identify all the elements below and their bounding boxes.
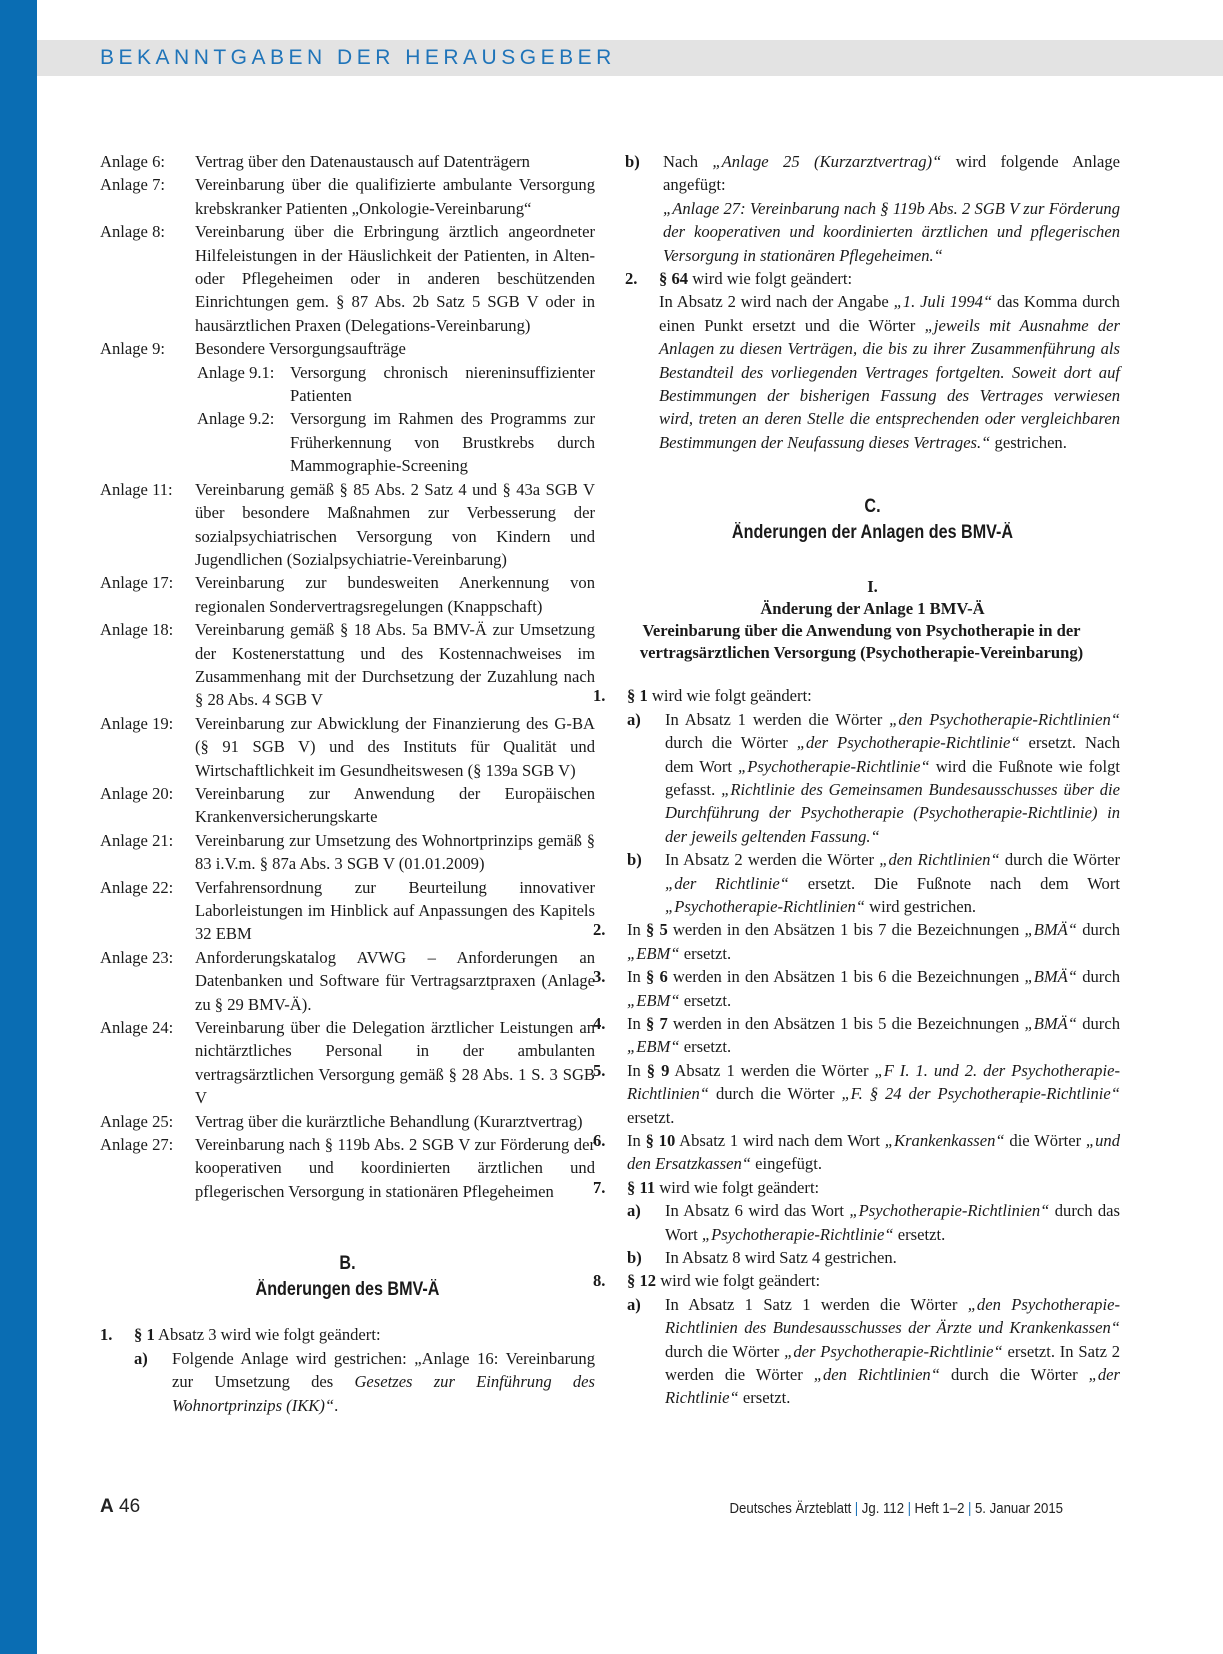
italic-text: „jeweils mit Ausnahme der Anlagen zu diesen Verträgen, die bis zu ihrer Zusammenführung als Bestandteil des vorliegenden Vertrages fortgelten. Soweit dort auf Bestimmungen der bisherigen Fassung des Vertrages verwiesen wird, treten an deren Stelle die entsprechenden oder vergleichbaren Bestimmungen der Neufassung dieses Vertrages.“ [659, 315, 1120, 452]
c-item-1a [627, 708, 1120, 848]
italic-text: „den Psychotherapie-Richtlinien“ [889, 709, 1120, 729]
italic-text: „der Richtlinie“ [665, 1365, 1120, 1408]
c-item-1b [627, 848, 1120, 918]
text: ersetzt. [679, 1037, 732, 1057]
text: Absatz 1 wird nach dem Wort [675, 1131, 885, 1150]
letter-mark: a) [627, 1294, 641, 1314]
italic-text: „Psychotherapie-Richtlinien“ [849, 1201, 1050, 1221]
italic-text: „BMÄ“ [1024, 920, 1078, 940]
text: wird wie folgt geändert: [655, 1177, 820, 1197]
anlage-label: Anlage 24: [100, 1018, 174, 1038]
anlage-label: Anlage 22: [100, 877, 174, 897]
anlage-text: Vereinbarung zur Umsetzung des Wohnortprinzips gemäß § 83 i.V.m. § 87a Abs. 3 SGB V (01.01.2009) [195, 830, 595, 874]
anlage-text: Anforderungskatalog AVWG – Anforderungen an Datenbanken und Software für Vertragsarztpraxen (Anlage zu § 29 BMV-Ä). [195, 947, 595, 1014]
anlage-text: Vereinbarung über die Delegation ärztlicher Leistungen an nichtärztliches Personal in der ambulanten vertragsärztlichen Versorgung gemäß § 28 Abs. 1 S. 3 SGB V [195, 1018, 595, 1108]
italic-text: „Psychotherapie-Richtlinie“ [738, 756, 930, 776]
anlage-label: Anlage 19: [100, 713, 174, 733]
item-number: 2. [625, 269, 638, 289]
anlage-entry [100, 150, 595, 173]
volume: Jg. 112 [861, 1500, 905, 1517]
c-item-8a [627, 1293, 1120, 1410]
left-column [100, 150, 595, 1417]
paragraph-ref: § 12 [627, 1271, 657, 1291]
paragraph-ref: § 1 [627, 686, 648, 706]
text: durch die Wörter [665, 1341, 785, 1361]
c-item-4 [593, 1012, 1120, 1059]
text: ersetzt. [627, 1107, 675, 1127]
c-item-7 [593, 1176, 1120, 1270]
date: 5. Januar 2015 [974, 1500, 1063, 1517]
item-text: Absatz 3 wird wie folgt geändert: [154, 1325, 381, 1345]
letter-mark: a) [627, 1201, 641, 1221]
b-item-1 [100, 1323, 595, 1417]
anlagen-list-2 [100, 478, 595, 1204]
italic-text: „Psychotherapie-Richtlinien“ [665, 896, 866, 916]
anlage-label: Anlage 20: [100, 783, 174, 803]
italic-text: „der Psychotherapie-Richtlinie“ [784, 1341, 1003, 1361]
anlage-label: Anlage 7: [100, 175, 165, 195]
section-b-title: Änderungen des BMV-Ä [255, 1279, 440, 1301]
c-item-5 [593, 1059, 1120, 1129]
italic-text: „und den Ersatzkassen“ [627, 1131, 1120, 1174]
item-1b-continued [625, 150, 1120, 267]
italic-text: „Richtlinie des Gemeinsamen Bundesausschusses über die Durchführung der Psychotherapie (Psychotherapie-Richtlinie) in der jeweils geltenden Fassung.“ [665, 779, 1120, 846]
anlage-text: Vereinbarung über die qualifizierte ambulante Versorgung krebskranker Patienten „Onkologie-Vereinbarung“ [195, 175, 595, 218]
text: ersetzt. In Satz 2 werden die Wörter [665, 1341, 1121, 1385]
text: ersetzt. [679, 943, 732, 963]
text: durch die Wörter [939, 1365, 1089, 1385]
c-item-8 [593, 1269, 1120, 1409]
text: durch die Wörter [709, 1084, 842, 1104]
issue: Heft 1–2 [914, 1500, 965, 1517]
separator: | [967, 1500, 972, 1517]
anlage-text: Vertrag über die kurärztliche Behandlung (Kurarztvertrag) [195, 1111, 583, 1131]
italic-text: „den Richtlinien“ [813, 1365, 940, 1385]
anlage-entry [100, 571, 595, 618]
anlage-text: Vertrag über den Datenaustausch auf Datenträgern [195, 152, 530, 171]
paragraph-ref: § 9 [646, 1060, 670, 1080]
paragraph-ref: § 1 [134, 1325, 155, 1345]
anlagen-list [100, 150, 595, 361]
section-c-title: Änderungen der Anlagen des BMV-Ä [731, 522, 1014, 544]
text: durch [1077, 1013, 1120, 1033]
italic-text: „den Richtlinien“ [879, 850, 1000, 870]
italic-text: „BMÄ“ [1024, 967, 1078, 987]
separator: | [854, 1500, 859, 1517]
anlage-text: Vereinbarung gemäß § 85 Abs. 2 Satz 4 und § 43a SGB V über besondere Maßnahmen zur Verbesserung der sozialpsychiatrischen Versorgung von Kindern und Jugendlichen (Sozialpsychiatrie-Vereinbarung) [195, 479, 595, 569]
text: wird die Fußnote wie folgt gefasst. [665, 756, 1120, 799]
text: eingefügt. [751, 1154, 822, 1174]
text: wird wie folgt geändert: [647, 686, 812, 706]
italic-text: „EBM“ [627, 943, 680, 963]
italic-text: „Krankenkassen“ [884, 1131, 1005, 1150]
anlage-text: Versorgung chronisch niereninsuffizienter Patienten [290, 362, 595, 406]
b-item-1a [134, 1347, 595, 1417]
text: durch die Wörter [999, 850, 1120, 870]
c-items-list [593, 684, 1120, 1410]
text: ersetzt. [679, 990, 732, 1010]
anlage-text: Vereinbarung nach § 119b Abs. 2 SGB V zur Förderung der kooperativen und koordinierten ärztlichen und pflegerischen Versorgung in stationären Pflegeheimen [195, 1135, 595, 1201]
blue-sidebar [0, 0, 37, 1654]
letter-mark: a) [134, 1348, 148, 1368]
text: ersetzt. [738, 1388, 791, 1408]
italic-text: „Psychotherapie-Richtlinie“ [701, 1224, 894, 1244]
italic-text: „der Richtlinie“ [665, 873, 789, 893]
text: In [627, 1131, 646, 1150]
item-number: 4. [593, 1013, 606, 1033]
anlage-entry [100, 876, 595, 946]
text: durch [1077, 920, 1120, 940]
anlage-entry [100, 173, 595, 220]
page-number [100, 1496, 140, 1518]
text: In [627, 920, 646, 940]
publication-name: Deutsches Ärzteblatt [729, 1500, 852, 1517]
anlage-label: Anlage 9.1: [197, 362, 275, 382]
anlage-entry [100, 220, 595, 337]
c-item-6 [593, 1129, 1120, 1176]
item-number: 8. [593, 1271, 606, 1291]
separator: | [907, 1500, 912, 1517]
anlage-label: Anlage 9: [100, 339, 165, 359]
anlage-text: Besondere Versorgungsaufträge [195, 339, 406, 359]
c-item-7a [627, 1199, 1120, 1246]
text: Absatz 1 werden die Wörter [669, 1060, 875, 1080]
text: In Absatz 1 Satz 1 werden die Wörter [665, 1294, 968, 1314]
text: ersetzt. Die Fußnote nach dem Wort [788, 873, 1120, 893]
c-item-1 [593, 684, 1120, 918]
section-c-subtitle-1: Änderung der Anlage 1 BMV-Ä [760, 599, 985, 619]
italic-text: „EBM“ [627, 990, 680, 1010]
anlage-entry [100, 618, 595, 712]
anlage-label: Anlage 23: [100, 947, 174, 967]
text: durch [1077, 967, 1120, 987]
paragraph-ref: § 6 [646, 967, 668, 987]
italic-text: „1. Juli 1994“ [893, 292, 993, 312]
italic-text: „F. § 24 der Psychotherapie-Richtlinie“ [841, 1084, 1120, 1104]
anlage-entry [100, 782, 595, 829]
letter-mark: a) [627, 709, 641, 729]
item-number: 1. [593, 686, 606, 706]
paragraph-ref: § 7 [646, 1013, 668, 1033]
anlage-entry [100, 712, 595, 782]
anlage-label: Anlage 11: [100, 479, 173, 499]
italic-text: „F I. 1. und 2. der Psychotherapie-Richtlinien“ [627, 1060, 1120, 1104]
anlage-entry [100, 1110, 595, 1133]
text: In Absatz 1 werden die Wörter [665, 709, 890, 729]
anlage-sub-entry [197, 407, 595, 477]
anlage-label: Anlage 25: [100, 1111, 174, 1131]
text: In [627, 1013, 646, 1033]
paragraph-ref: § 10 [645, 1131, 676, 1150]
text: Nach [663, 152, 713, 171]
item-number: 2. [593, 920, 606, 940]
anlage-text: Verfahrensordnung zur Beurteilung innovativer Laborleistungen im Hinblick auf Anpassungen des Kapitels 32 EBM [195, 877, 595, 944]
anlage-label: Anlage 6: [100, 152, 165, 171]
anlage-sub-entry [197, 361, 595, 408]
text: das Komma durch einen Punkt ersetzt und die Wörter [659, 292, 1120, 335]
text: Folgende Anlage wird gestrichen: „Anlage 16: Vereinbarung zur Umsetzung des [172, 1348, 595, 1392]
item-number: 7. [593, 1177, 606, 1197]
letter-mark: b) [627, 1248, 642, 1268]
anlage-text: Vereinbarung zur Abwicklung der Finanzierung des G-BA (§ 91 SGB V) und des Instituts für Qualität und Wirtschaftlichkeit im Gesundheitswesen (§ 139a SGB V) [195, 713, 595, 780]
c-item-3 [593, 965, 1120, 1012]
anlage-label: Anlage 8: [100, 222, 165, 242]
italic-text: „EBM“ [627, 1037, 680, 1057]
anlage-label: Anlage 18: [100, 620, 174, 640]
page-number-value: 46 [119, 1496, 141, 1517]
c-item-7b [627, 1246, 1120, 1269]
anlage-text: Vereinbarung über die Erbringung ärztlich angeordneter Hilfeleistungen in der Häuslichkeit der Patienten, in Alten- oder Pflegeheimen oder in anderen beschützenden Einrichtungen gem. § 87 Abs. 2b Satz 5 SGB V oder in hausärztlichen Praxen (Delegations-Vereinbarung) [195, 222, 595, 335]
item-number: 1. [100, 1325, 113, 1345]
italic-text: „der Psychotherapie-Richtlinie“ [796, 733, 1020, 753]
text: werden in den Absätzen 1 bis 5 die Bezeichnungen [667, 1013, 1025, 1033]
text: ersetzt. Nach dem Wort [665, 733, 1120, 776]
b-item-2 [625, 267, 1120, 454]
text: In [627, 1060, 647, 1080]
text: wird gestrichen. [865, 896, 977, 916]
anlage-entry [100, 1133, 595, 1203]
section-c-subtitle-2: Vereinbarung über die Anwendung von Psychotherapie in der vertragsärztlichen Versorgung (Psychotherapie-Vereinbarung) [639, 621, 1084, 663]
italic-text: „Anlage 27: Vereinbarung nach § 119b Abs. 2 SGB V zur Förderung der kooperativen und koordinierten ärztlichen und pflegerischen Versorgung in stationären Pflegeheimen.“ [663, 198, 1120, 265]
letter-mark: b) [627, 850, 642, 870]
item-number: 6. [593, 1131, 606, 1150]
text: gestrichen. [990, 432, 1067, 452]
text: werden in den Absätzen 1 bis 6 die Bezeichnungen [667, 967, 1025, 987]
anlage-text: Versorgung im Rahmen des Programms zur Früherkennung von Brustkrebs durch Mammographie-Screening [290, 409, 595, 476]
anlage-text: Vereinbarung gemäß § 18 Abs. 5a BMV-Ä zur Umsetzung der Kostenerstattung und des Kostennachweises im Zusammenhang mit der Durchsetzung der Zuzahlung nach § 28 Abs. 4 SGB V [195, 620, 595, 710]
anlage-entry [100, 829, 595, 876]
letter-mark: b) [625, 152, 640, 171]
anlage-text: Vereinbarung zur bundesweiten Anerkennung von regionalen Sondervertragsregelungen (Knappschaft) [195, 573, 595, 616]
text: In Absatz 2 wird nach der Angabe [659, 292, 894, 312]
italic-text: „den Psychotherapie-Richtlinien des Bundesausschusses der Ärzte und Krankenkassen“ [665, 1294, 1120, 1338]
text: durch das Wort [665, 1201, 1120, 1244]
text: In Absatz 8 wird Satz 4 gestrichen. [665, 1248, 897, 1268]
paragraph-ref: § 64 [659, 269, 689, 289]
anlage-entry [100, 1016, 595, 1110]
anlage-entry [100, 478, 595, 572]
right-column [593, 150, 1121, 1410]
text: die Wörter [1004, 1131, 1086, 1150]
section-c-letter: C. [864, 496, 881, 518]
anlage-label: Anlage 17: [100, 573, 174, 593]
text: In Absatz 2 werden die Wörter [665, 850, 880, 870]
italic-text: Gesetzes zur Einführung des Wohnortprinzips (IKK)“ [172, 1372, 595, 1415]
text: werden in den Absätzen 1 bis 7 die Bezeichnungen [667, 920, 1025, 940]
anlage-label: Anlage 21: [100, 830, 174, 850]
anlage-entry [100, 337, 595, 360]
text: . [334, 1395, 339, 1415]
anlage-entry [100, 946, 595, 1016]
text: wird wie folgt geändert: [688, 269, 853, 289]
text: wird folgende Anlage angefügt: [663, 152, 1120, 195]
anlage9-sub-list [100, 361, 595, 478]
publication-info [729, 1500, 1063, 1517]
item-number: 3. [593, 967, 606, 987]
page-prefix: A [100, 1496, 114, 1517]
item-number: 5. [593, 1060, 606, 1080]
text: In [627, 967, 646, 987]
text: durch die Wörter [665, 733, 797, 753]
italic-text: „Anlage 25 (Kurzarztvertrag)“ [712, 152, 942, 171]
text: wird wie folgt geändert: [656, 1271, 821, 1291]
paragraph-ref: § 5 [646, 920, 668, 940]
italic-text: „BMÄ“ [1024, 1013, 1078, 1033]
c-item-2 [593, 918, 1120, 965]
text: ersetzt. [893, 1224, 946, 1244]
anlage-text: Vereinbarung zur Anwendung der Europäischen Krankenversicherungskarte [195, 783, 595, 827]
section-header-title: BEKANNTGABEN DER HERAUSGEBER [100, 46, 616, 69]
section-c-roman: I. [867, 577, 878, 597]
text: In Absatz 6 wird das Wort [665, 1201, 850, 1221]
anlage-label: Anlage 9.2: [197, 409, 275, 429]
anlage-label: Anlage 27: [100, 1135, 174, 1155]
paragraph-ref: § 11 [627, 1177, 656, 1197]
section-b-letter: B. [339, 1253, 356, 1275]
